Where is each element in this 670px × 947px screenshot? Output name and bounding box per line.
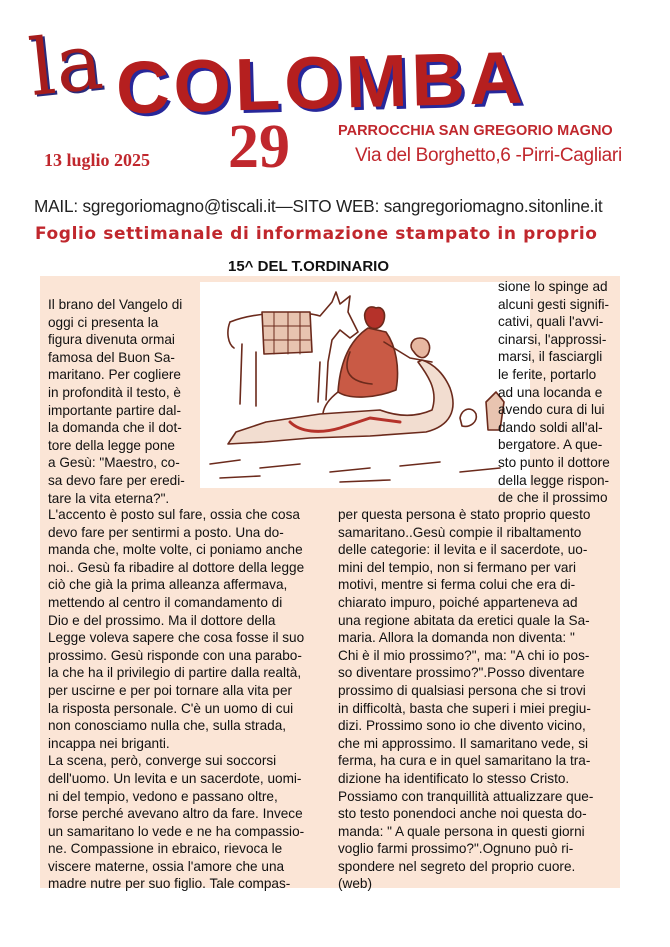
article-right-top — [498, 278, 620, 507]
article-right-column — [338, 506, 620, 893]
parish-name: PARROCCHIA SAN GREGORIO MAGNO — [338, 123, 613, 139]
article-left-top — [48, 296, 208, 507]
article-heading: 15^ DEL T.ORDINARIO — [228, 258, 390, 275]
article-box — [40, 276, 620, 892]
article-paragraph-3: per questa persona è stato proprio questo samaritano..Gesù compie il ribaltamento delle categorie: il levita e il sacerdote, uo- mini del tempio, non si fermano per vari motivi, mentre si ferma colui che era di- chiarato impuro, poiché apparteneva ad una regione abitata da eretici quale la Sa- maria. Allora la domanda non diventa: " Chi è il mio prossimo?", ma: "A chi io pos- so diventare prossimo?".Posso diventare prossimo di qualsiasi persona che si trovi in difficoltà, basta che superi i miei pregiu- dizi. Prossimo sono io che divento vicino, che mi approssimo. Il samaritano vede, si ferma, ha cura e in quel samaritano la tra- dizione ha identificato lo stesso Cristo. Possiamo con tranquillità attualizzare que- sto testo ponendoci anche noi questa do- manda: " A quale persona in questi giorni voglio farmi prossimo?".Ognuno può ri- spondere nel segreto del proprio cuore. (web) — [338, 507, 594, 892]
issue-date: 13 luglio 2025 — [44, 150, 151, 170]
title-colomba: COLOMBA — [114, 35, 528, 130]
masthead-title — [25, 16, 654, 130]
good-samaritan-illustration — [200, 282, 530, 488]
parish-address: Via del Borghetto,6 -Pirri-Cagliari — [355, 145, 622, 166]
issue-number: 29 — [228, 113, 290, 181]
illustration-svg — [200, 282, 530, 488]
article-intro-paragraph: Il brano del Vangelo di oggi ci presenta la figura divenuta ormai famosa del Buon Sa- maritano. Per cogliere in profondità il testo, è importante partire dal- la domanda che il dot- tore della legge pone a Gesù: "Maestro, co- sa devo fare per eredi- tare la vita eterna?". — [48, 297, 185, 506]
article-right-top-paragraph: sione lo spinge ad alcuni gesti signifi- cativi, quali l'avvi- cinarsi, l'approssi- marsi, il fasciargli le ferite, portarlo ad una locanda e avendo cura di lui dando soldi all'al- bergatore. A que- sto punto il dottore della legge rispon- de che il prossimo — [498, 279, 610, 506]
contacts-line: MAIL: sgregoriomagno@tiscali.it—SITO WEB: sangregoriomagno.sitonline.it — [34, 196, 603, 216]
article-paragraph-1: L'accento è posto sul fare, ossia che cosa devo fare per sentirmi a posto. Una do- manda che, molte volte, ci poniamo anche noi.. Gesù fa ribadire al dottore della legge ciò che già la prima alleanza affermava, mettendo al centro il comandamento di Dio e del prossimo. Ma il dottore della Legge voleva sapere che cosa fosse il suo prossimo. Gesù risponde con una parabo- la che ha il privilegio di partire dalla realtà, per uscirne e per poi tornare alla vita per la risposta personale. C'è un uomo di cui non conosciamo nulla che, sulla strada, incappa nei briganti. — [48, 507, 305, 751]
article-paragraph-2: La scena, però, converge sui soccorsi dell'uomo. Un levita e un sacerdote, uomi- ni del tempio, vedono e passano oltre, forse perché avevano altro da fare. Invece un samaritano lo vede e ne ha compassio- ne. Compassione in ebraico, rievoca le viscere materne, ossia l'amore che una madre nutre per suo figlio. Tale compas- — [48, 753, 305, 892]
article-left-column — [48, 506, 340, 893]
newsletter-subtitle: Foglio settimanale di informazione stampato in proprio — [35, 224, 598, 244]
title-la: la — [25, 16, 108, 114]
